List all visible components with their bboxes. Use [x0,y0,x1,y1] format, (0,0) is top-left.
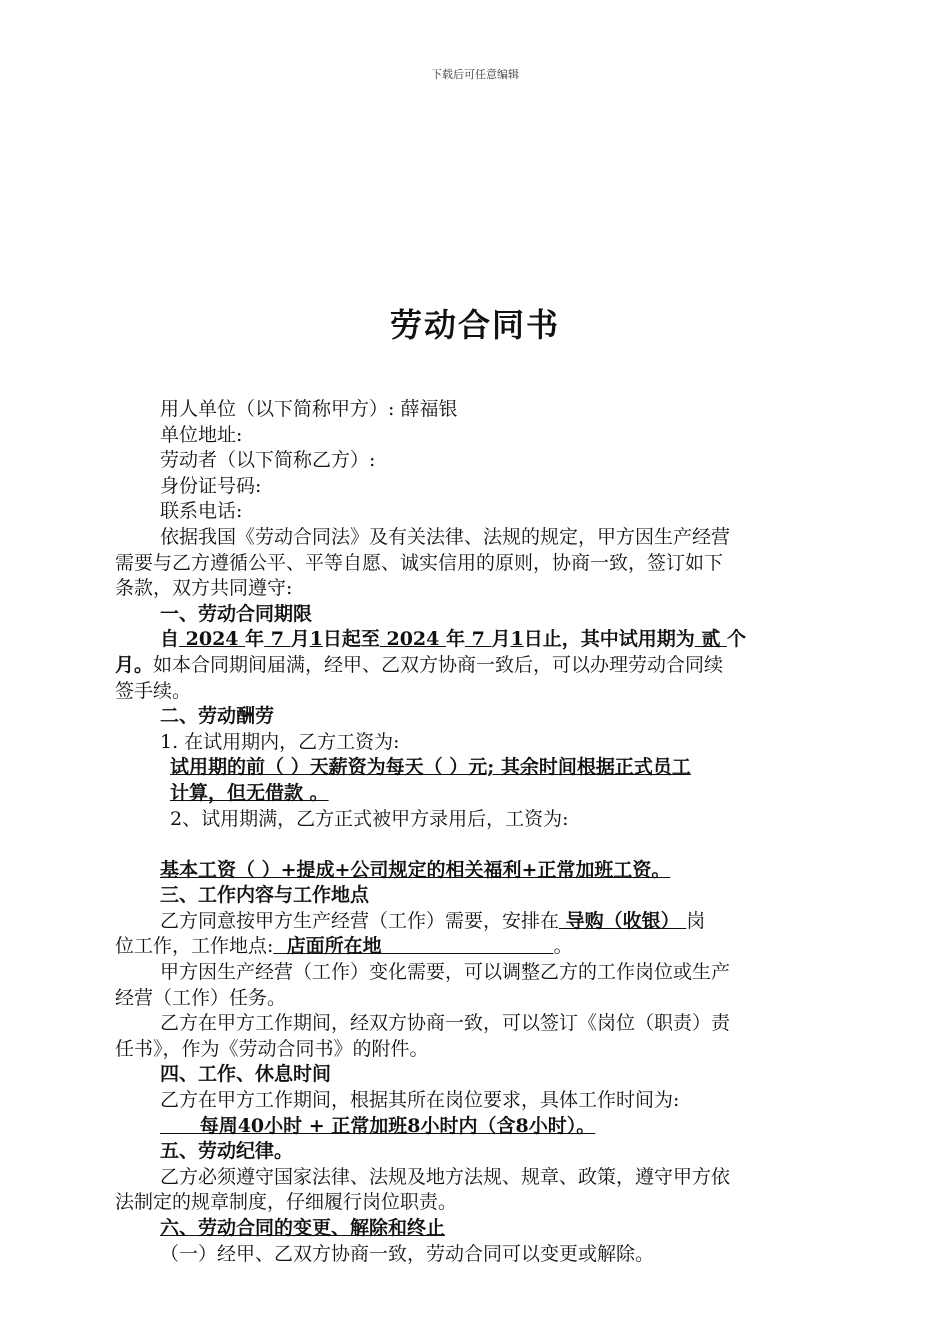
term-text: 自 [160,628,180,651]
adjustment-line-1: 甲方因生产经营（工作）变化需要，可以调整乙方的工作岗位或生产 [160,961,731,984]
position-text: 岗 [686,909,706,932]
employee-line: 劳动者（以下简称乙方）: [160,449,376,472]
regular-wage-label: 2、试用期满，乙方正式被甲方录用后，工资为: [170,807,569,830]
end-year: 2024 [379,628,446,651]
job-position-line [115,909,837,935]
adjustment-line-2: 经营（工作）任务。 [115,986,287,1009]
document-title: 劳动合同书 [389,306,560,344]
preamble-line-3: 条款，双方共同遵守: [115,577,293,600]
contract-term-continuation [115,653,837,679]
employer-line: 用人单位（以下简称甲方）: 薛福银 [160,398,458,420]
term-text: 月 [491,628,511,651]
section-2-heading: 二、劳动酬劳 [160,705,275,728]
work-location: 店面所在地 [273,935,554,958]
start-day: 1 [309,628,323,651]
start-month: 7 [264,628,291,651]
address-line: 单位地址: [160,423,243,446]
termination-line-1: （一）经甲、乙双方协商一致，劳动合同可以变更或解除。 [160,1242,655,1265]
responsibility-line-1: 乙方在甲方工作期间，经双方协商一致，可以签订《岗位（职责）责 [160,1012,731,1035]
location-text: 。 [553,935,573,958]
preamble-line-1: 依据我国《劳动合同法》及有关法律、法规的规定，甲方因生产经营 [160,525,731,548]
term-month: 月。 [115,653,154,676]
term-text: 年 [446,628,466,651]
contract-term-line [115,627,837,653]
term-text: 年 [245,628,265,651]
probation-period: 贰 [694,628,727,651]
location-text: 位工作，工作地点: [115,935,274,958]
probation-wage-detail-2: 计算，但无借款 。 [170,781,329,804]
regular-wage-detail: 基本工资（ ）+提成+公司规定的相关福利+正常加班工资。 [160,858,671,881]
section-5-heading: 五、劳动纪律。 [160,1140,294,1163]
probation-wage-detail-1: 试用期的前（ ）天薪资为每天（ ）元; 其余时间根据正式员工 [170,756,691,779]
preamble-line-2: 需要与乙方遵循公平、平等自愿、诚实信用的原则，协商一致，签订如下 [115,551,724,574]
renewal-text-end: 签手续。 [115,679,192,702]
section-4-heading: 四、工作、休息时间 [160,1063,332,1086]
contract-body [115,397,837,1267]
id-number-line: 身份证号码: [160,474,262,497]
renewal-text: 如本合同期间届满，经甲、乙双方协商一致后，可以办理劳动合同续 [153,653,724,676]
page-header: 下载后可任意编辑 [431,68,519,81]
term-text: 月 [290,628,310,651]
work-location-line [115,934,837,960]
position-text: 乙方同意按甲方生产经营（工作）需要，安排在 [160,909,560,932]
term-text: 个 [726,628,746,651]
section-6-heading: 六、劳动合同的变更、解除和终止 [160,1217,446,1239]
working-hours-detail: 每周40小时 + 正常加班8小时内（含8小时）。 [160,1114,596,1137]
probation-wage-label: 1. 在试用期内，乙方工资为: [160,730,400,753]
discipline-line-1: 乙方必须遵守国家法律、法规及地方法规、规章、政策，遵守甲方依 [160,1165,731,1188]
section-3-heading: 三、工作内容与工作地点 [160,884,370,907]
term-text: 日止，其中试用期为 [523,628,695,651]
phone-line: 联系电话: [160,500,243,523]
working-hours-label: 乙方在甲方工作期间，根据其所在岗位要求，具体工作时间为: [160,1089,680,1112]
start-year: 2024 [179,628,246,651]
section-1-heading: 一、劳动合同期限 [160,602,313,625]
discipline-line-2: 法制定的规章制度，仔细履行岗位职责。 [115,1191,458,1214]
spacer [115,832,837,858]
job-position: 导购（收银） [559,909,687,932]
end-month: 7 [465,628,492,651]
responsibility-line-2: 任书》，作为《劳动合同书》的附件。 [115,1037,429,1060]
term-text: 日起至 [322,628,380,651]
end-day: 1 [510,628,524,651]
